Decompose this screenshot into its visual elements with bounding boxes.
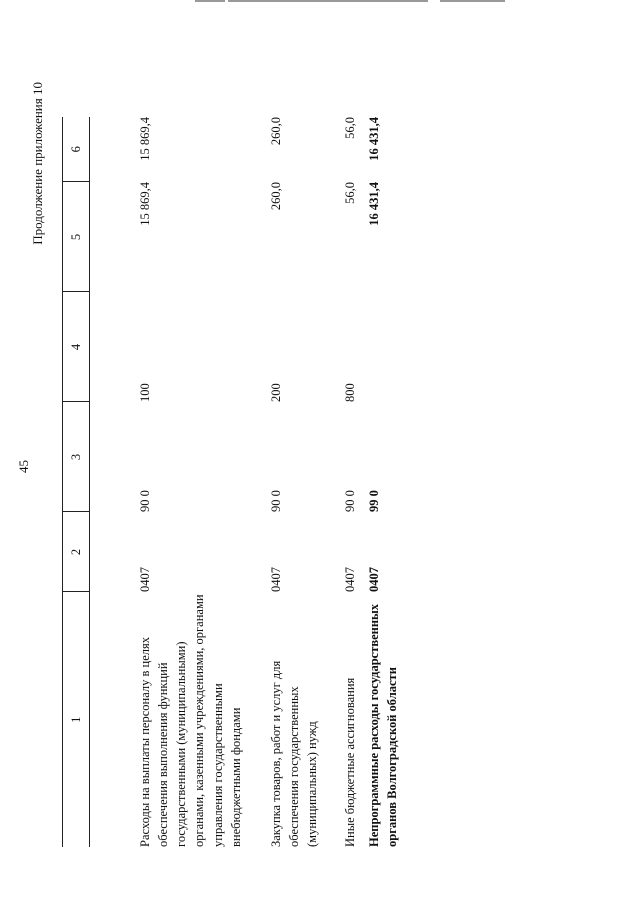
section-code: 0407 xyxy=(268,567,283,592)
amount-b: 15 869,4 xyxy=(138,117,152,161)
annex-label: Продолжение приложения 10 xyxy=(30,82,45,245)
budget-table xyxy=(62,117,402,847)
amount-b: 56,0 xyxy=(343,117,358,139)
section-code: 0407 xyxy=(343,567,358,592)
row-description: Расходы на выплаты персоналу в целях обеспечения выполнения функций государственными (муниципальными) органами, казенными учреждениями, органами управления государственными внебюджетными фондами xyxy=(138,594,243,847)
target-code: 99 0 xyxy=(367,490,382,512)
column-header: 2 xyxy=(63,512,90,592)
row-description: Непрограммные расходы государственных органов Волгоградской области xyxy=(367,603,400,847)
section-code: 0407 xyxy=(367,567,382,592)
target-code: 90 0 xyxy=(343,490,358,512)
row-description: Иные бюджетные ассигнования xyxy=(343,677,358,847)
target-code: 90 0 xyxy=(138,490,152,512)
amount-b: 16 431,4 xyxy=(367,117,382,161)
column-header: 1 xyxy=(63,592,90,847)
table-row xyxy=(267,117,321,847)
column-header: 4 xyxy=(63,292,90,402)
amount-a: 15 869,4 xyxy=(138,182,152,226)
column-header: 3 xyxy=(63,402,90,512)
section-code: 0407 xyxy=(138,567,152,592)
target-code: 90 0 xyxy=(268,490,283,512)
amount-a: 16 431,4 xyxy=(367,182,382,226)
amount-a: 56,0 xyxy=(343,182,358,204)
expense-kind-code xyxy=(365,292,401,402)
expense-kind-code: 100 xyxy=(138,383,152,402)
table-row xyxy=(341,117,359,847)
amount-b: 260,0 xyxy=(268,117,283,146)
amount-a: 260,0 xyxy=(268,182,283,211)
table-row xyxy=(136,117,245,847)
page-number: 45 xyxy=(16,460,31,473)
row-description: Закупка товаров, работ и услуг для обеспечения государственных (муниципальных) нужд xyxy=(268,660,319,847)
expense-kind-code: 200 xyxy=(268,383,283,402)
column-header: 6 xyxy=(63,117,90,182)
column-header: 5 xyxy=(63,182,90,292)
table-row-total xyxy=(365,117,401,847)
table-header-row xyxy=(63,117,90,847)
expense-kind-code: 800 xyxy=(343,383,358,402)
